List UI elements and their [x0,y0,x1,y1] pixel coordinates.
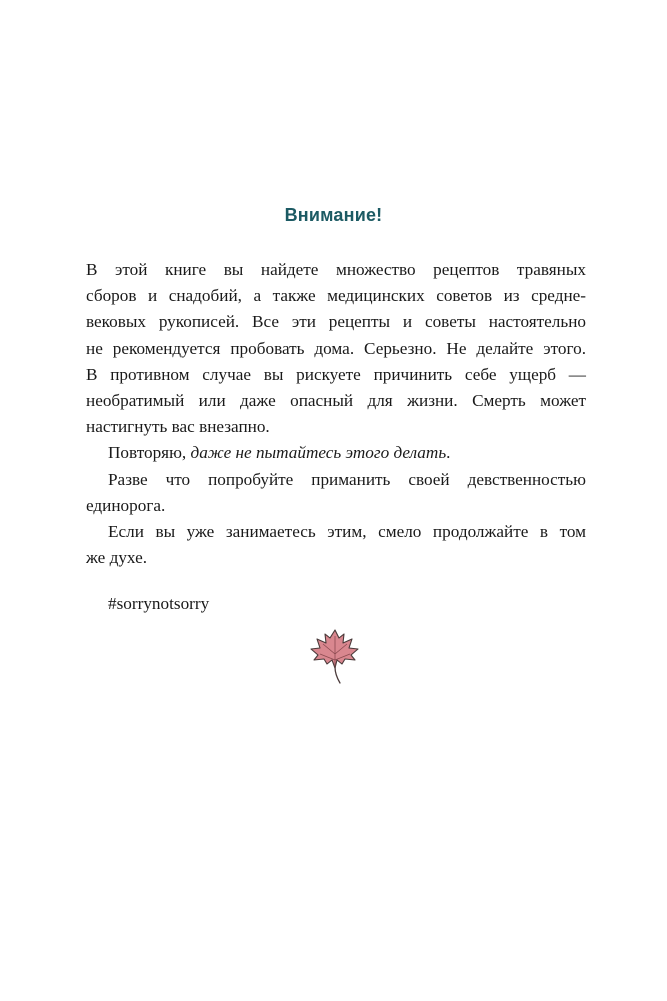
paragraph-repeat [86,440,586,466]
text-end: . [446,443,451,463]
text-line: Разве что попробуйте приманить своей девственностью [108,469,586,489]
text-line: не рекомендуется пробовать дома. Серьезно. Не делайте этого. [86,338,586,358]
paragraph-continue [86,519,586,571]
body-text [86,257,586,571]
text-line: Если вы уже занимаетесь этим, смело продолжайте в том [108,522,586,542]
paragraph-warning [86,257,586,440]
text-line: вековых рукописей. Все эти рецепты и советы настоятельно [86,312,586,332]
text-line [86,440,586,466]
text-italic: даже не пытайтесь этого делать [190,443,447,463]
maple-leaf-icon [306,624,364,686]
hashtag: #sorrynotsorry [108,594,210,613]
text-line: В этой книге вы найдете множество рецептов травяных [86,260,586,279]
page-title: Внимание! [284,205,383,225]
text-line: В противном случае вы рискуете причинить себе ущерб — [86,364,586,384]
leaf-blade [311,630,358,668]
text-line: же духе. [86,548,148,568]
text-normal: Повторяю, [108,443,191,463]
text-line: настигнуть вас внезапно. [86,417,270,437]
text-line: необратимый или даже опасный для жизни. Смерть может [86,391,586,411]
leaf-stem [335,667,340,683]
paragraph-unicorn [86,467,586,519]
text-line: сборов и снадобий, а также медицинских советов из средне- [86,286,586,306]
text-line: единорога. [86,495,166,515]
